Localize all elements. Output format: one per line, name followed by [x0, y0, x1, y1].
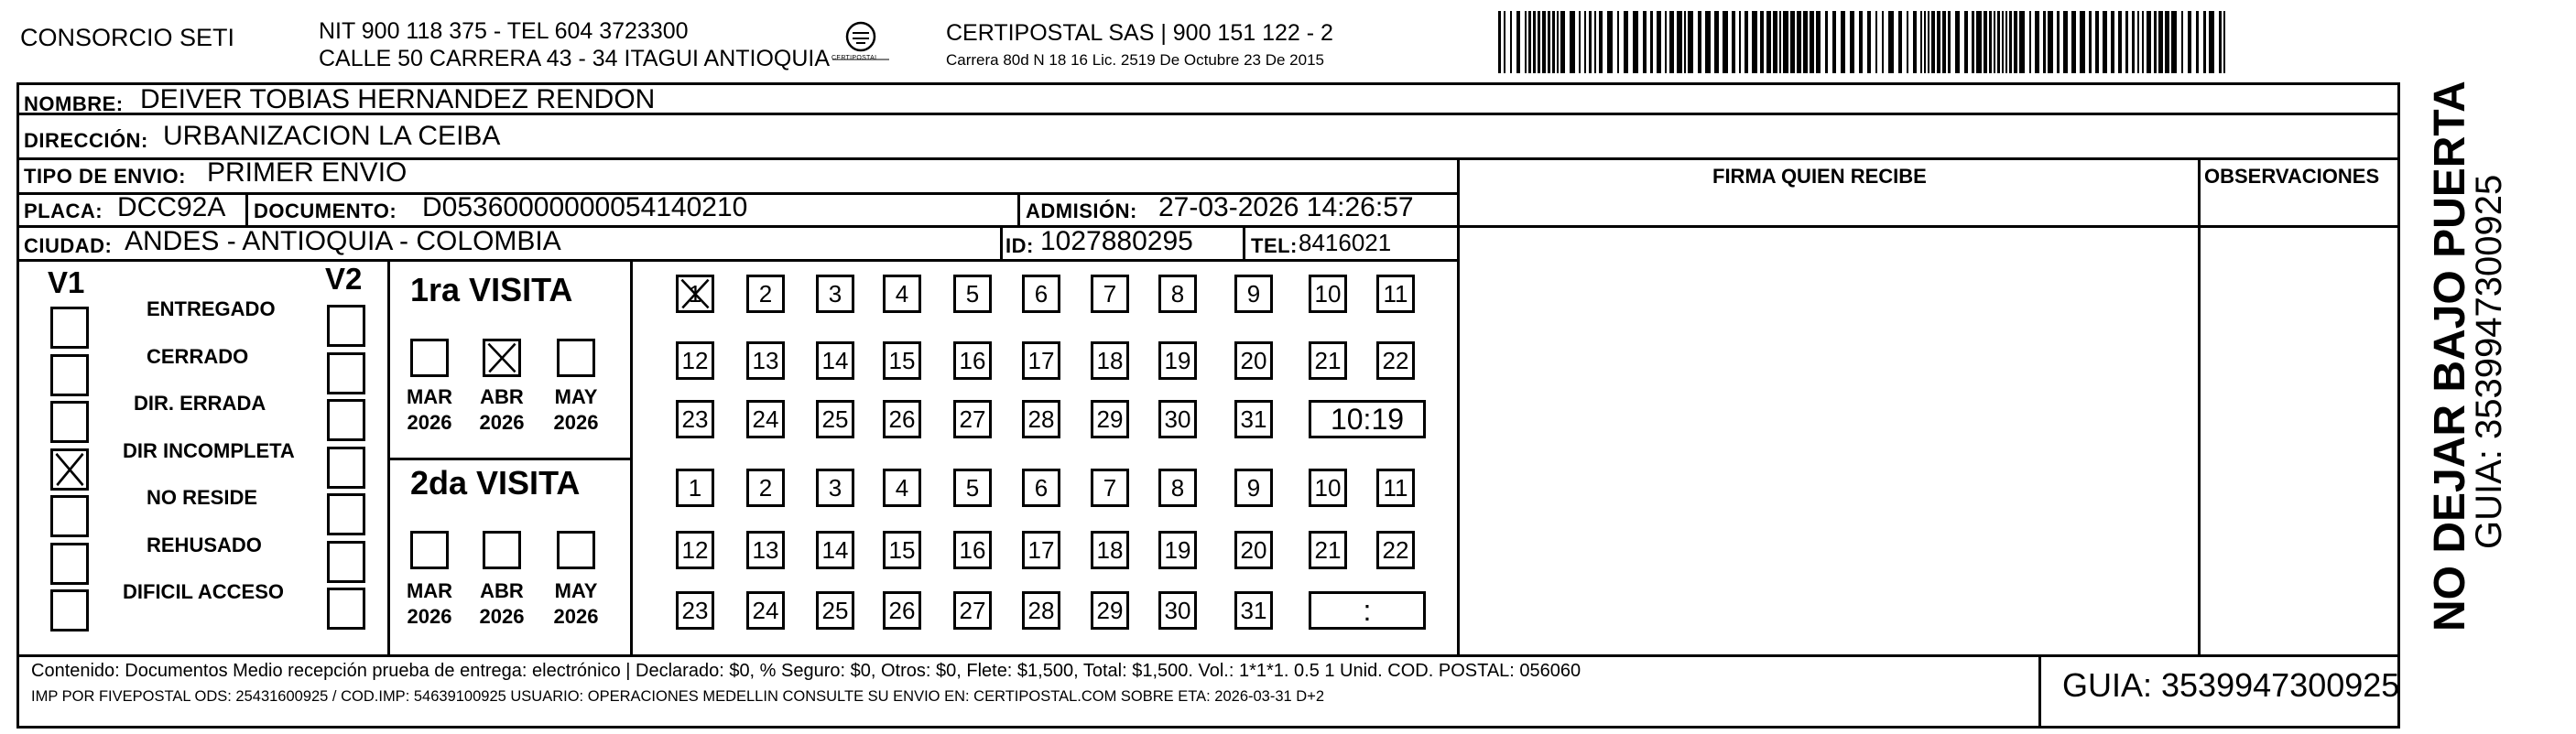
day-box[interactable]: 22 — [1376, 341, 1415, 380]
v2-checkbox[interactable] — [327, 352, 365, 394]
day-box[interactable]: 1 — [676, 469, 714, 507]
certipostal-logo — [829, 18, 893, 71]
day-box[interactable]: 31 — [1234, 591, 1273, 630]
admision-label: ADMISIÓN: — [1026, 200, 1137, 222]
day-box[interactable]: 8 — [1158, 275, 1197, 313]
contenido-line: Contenido: Documentos Medio recepción prueba de entrega: electrónico | Declarado: $0, % Seguro: $0, Otros: $0, Flete: $1,500, Total: $1,500. Vol.: 1*1*1. 0.5 1 Unid. COD. POSTAL: 056060 — [31, 661, 1581, 681]
id-label: ID: — [1005, 234, 1034, 257]
day-box[interactable]: 10 — [1309, 275, 1347, 313]
day-box[interactable]: 29 — [1091, 400, 1129, 438]
id-value: 1027880295 — [1040, 226, 1193, 256]
v1-checkbox[interactable] — [50, 589, 89, 631]
day-box[interactable]: 23 — [676, 400, 714, 438]
day-box[interactable]: 30 — [1158, 400, 1197, 438]
v1-checkbox[interactable] — [50, 448, 89, 491]
month-checkbox[interactable] — [483, 339, 521, 377]
status-option-label: CERRADO — [147, 344, 249, 368]
time-box[interactable]: 10:19 — [1309, 400, 1426, 438]
visit1-title: 1ra VISITA — [410, 271, 573, 308]
firma-header: FIRMA QUIEN RECIBE — [1712, 165, 1927, 188]
day-box[interactable]: 30 — [1158, 591, 1197, 630]
admision-value: 27-03-2026 14:26:57 — [1158, 192, 1414, 222]
time-box[interactable]: : — [1309, 591, 1426, 630]
tel-value: 8416021 — [1299, 229, 1392, 256]
visit2-title: 2da VISITA — [410, 464, 581, 502]
barcode — [1498, 11, 2231, 73]
month-label: MAY 2026 — [553, 579, 599, 628]
observaciones-header: OBSERVACIONES — [2204, 165, 2380, 188]
day-box[interactable]: 13 — [746, 531, 785, 569]
day-box[interactable]: 6 — [1022, 275, 1060, 313]
month-checkbox[interactable] — [557, 339, 595, 377]
day-box[interactable]: 26 — [883, 400, 921, 438]
v1-checkbox[interactable] — [50, 307, 89, 349]
month-label: ABR 2026 — [479, 385, 525, 434]
day-box[interactable]: 16 — [953, 531, 992, 569]
month-checkbox[interactable] — [410, 531, 449, 569]
month-label: MAR 2026 — [406, 579, 453, 628]
day-box[interactable]: 22 — [1376, 531, 1415, 569]
day-box[interactable]: 28 — [1022, 400, 1060, 438]
day-box[interactable]: 7 — [1091, 469, 1129, 507]
day-box[interactable]: 23 — [676, 591, 714, 630]
day-box[interactable]: 4 — [883, 275, 921, 313]
day-box[interactable]: 14 — [816, 341, 854, 380]
day-box[interactable]: 24 — [746, 400, 785, 438]
month-checkbox[interactable] — [483, 531, 521, 569]
v2-checkbox[interactable] — [327, 588, 365, 630]
day-box[interactable]: 12 — [676, 531, 714, 569]
day-box[interactable]: 19 — [1158, 531, 1197, 569]
tel-label: TEL: — [1251, 234, 1298, 257]
day-box[interactable]: 20 — [1234, 341, 1273, 380]
month-label: MAY 2026 — [553, 385, 599, 434]
tipo-envio-value: PRIMER ENVIO — [207, 157, 408, 188]
certipostal-line: CERTIPOSTAL SAS | 900 151 122 - 2 — [946, 20, 1333, 46]
day-box[interactable]: 29 — [1091, 591, 1129, 630]
placa-label: PLACA: — [24, 200, 103, 222]
v1-checkbox[interactable] — [50, 354, 89, 396]
day-box[interactable]: 20 — [1234, 531, 1273, 569]
month-checkbox[interactable] — [410, 339, 449, 377]
day-box[interactable]: 26 — [883, 591, 921, 630]
v1-checkbox[interactable] — [50, 543, 89, 585]
day-box[interactable]: 14 — [816, 531, 854, 569]
ciudad-value: ANDES - ANTIOQUIA - COLOMBIA — [125, 226, 561, 256]
day-box[interactable]: 4 — [883, 469, 921, 507]
day-box[interactable]: 25 — [816, 400, 854, 438]
day-box[interactable]: 17 — [1022, 531, 1060, 569]
ciudad-label: CIUDAD: — [24, 234, 113, 257]
day-box[interactable]: 12 — [676, 341, 714, 380]
day-box[interactable]: 16 — [953, 341, 992, 380]
day-box[interactable]: 3 — [816, 469, 854, 507]
day-box[interactable]: 21 — [1309, 531, 1347, 569]
logo-text: CERTIPOSTAL — [831, 55, 879, 61]
v2-checkbox[interactable] — [327, 447, 365, 489]
day-box[interactable]: 1 — [676, 275, 714, 313]
day-box[interactable]: 27 — [953, 591, 992, 630]
status-option-label: DIFICIL ACCESO — [123, 580, 285, 603]
v1-checkbox[interactable] — [50, 401, 89, 443]
address-line: CALLE 50 CARRERA 43 - 34 ITAGUI ANTIOQUIA — [319, 46, 831, 71]
documento-label: DOCUMENTO: — [254, 200, 397, 222]
day-box[interactable]: 5 — [953, 275, 992, 313]
day-box[interactable]: 5 — [953, 469, 992, 507]
v2-label: V2 — [325, 262, 363, 296]
tipo-envio-label: TIPO DE ENVIO: — [24, 165, 186, 188]
day-box[interactable]: 10 — [1309, 469, 1347, 507]
v2-checkbox[interactable] — [327, 305, 365, 347]
direccion-value: URBANIZACION LA CEIBA — [163, 121, 501, 151]
v2-checkbox[interactable] — [327, 399, 365, 441]
day-box[interactable]: 15 — [883, 531, 921, 569]
day-box[interactable]: 2 — [746, 469, 785, 507]
v2-checkbox[interactable] — [327, 541, 365, 583]
direccion-label: DIRECCIÓN: — [24, 129, 148, 152]
day-box[interactable]: 13 — [746, 341, 785, 380]
day-box[interactable]: 18 — [1091, 531, 1129, 569]
day-box[interactable]: 24 — [746, 591, 785, 630]
day-box[interactable]: 19 — [1158, 341, 1197, 380]
status-option-label: REHUSADO — [147, 533, 262, 556]
day-box[interactable]: 11 — [1376, 275, 1415, 313]
day-box[interactable]: 2 — [746, 275, 785, 313]
nombre-label: NOMBRE: — [24, 92, 124, 115]
day-box[interactable]: 28 — [1022, 591, 1060, 630]
day-box[interactable]: 7 — [1091, 275, 1129, 313]
status-option-label: DIR. ERRADA — [134, 392, 266, 415]
v1-label: V1 — [48, 265, 85, 299]
day-box[interactable]: 27 — [953, 400, 992, 438]
company-name: CONSORCIO SETI — [20, 24, 235, 51]
status-option-label: ENTREGADO — [147, 297, 276, 320]
day-box[interactable]: 15 — [883, 341, 921, 380]
v2-checkbox[interactable] — [327, 493, 365, 535]
v1-checkbox[interactable] — [50, 495, 89, 537]
day-box[interactable]: 9 — [1234, 275, 1273, 313]
imp-line: IMP POR FIVEPOSTAL ODS: 25431600925 / COD.IMP: 54639100925 USUARIO: OPERACIONES MEDELLIN CONSULTE SU ENVIO EN: CERTIPOSTAL.COM SOBRE ETA: 2026-03-31 D+2 — [31, 688, 1325, 705]
footer-guia: GUIA: 3539947300925 — [2062, 666, 2400, 704]
side-no-dejar: NO DEJAR BAJO PUERTA — [2426, 81, 2474, 631]
documento-value: D05360000000054140210 — [422, 192, 748, 222]
day-box[interactable]: 18 — [1091, 341, 1129, 380]
day-box[interactable]: 11 — [1376, 469, 1415, 507]
day-box[interactable]: 6 — [1022, 469, 1060, 507]
month-checkbox[interactable] — [557, 531, 595, 569]
day-box[interactable]: 17 — [1022, 341, 1060, 380]
status-option-label: NO RESIDE — [147, 486, 258, 509]
nit-line: NIT 900 118 375 - TEL 604 3723300 — [319, 18, 689, 44]
day-box[interactable]: 9 — [1234, 469, 1273, 507]
month-label: ABR 2026 — [479, 579, 525, 628]
placa-value: DCC92A — [117, 192, 226, 222]
day-box[interactable]: 3 — [816, 275, 854, 313]
license-line: Carrera 80d N 18 16 Lic. 2519 De Octubre 23 De 2015 — [946, 51, 1324, 69]
side-guia: GUIA: 3539947300925 — [2469, 174, 2509, 549]
nombre-value: DEIVER TOBIAS HERNANDEZ RENDON — [140, 84, 656, 114]
day-box[interactable]: 25 — [816, 591, 854, 630]
day-box[interactable]: 21 — [1309, 341, 1347, 380]
status-option-label: DIR INCOMPLETA — [123, 438, 295, 462]
day-box[interactable]: 8 — [1158, 469, 1197, 507]
month-label: MAR 2026 — [406, 385, 453, 434]
day-box[interactable]: 31 — [1234, 400, 1273, 438]
